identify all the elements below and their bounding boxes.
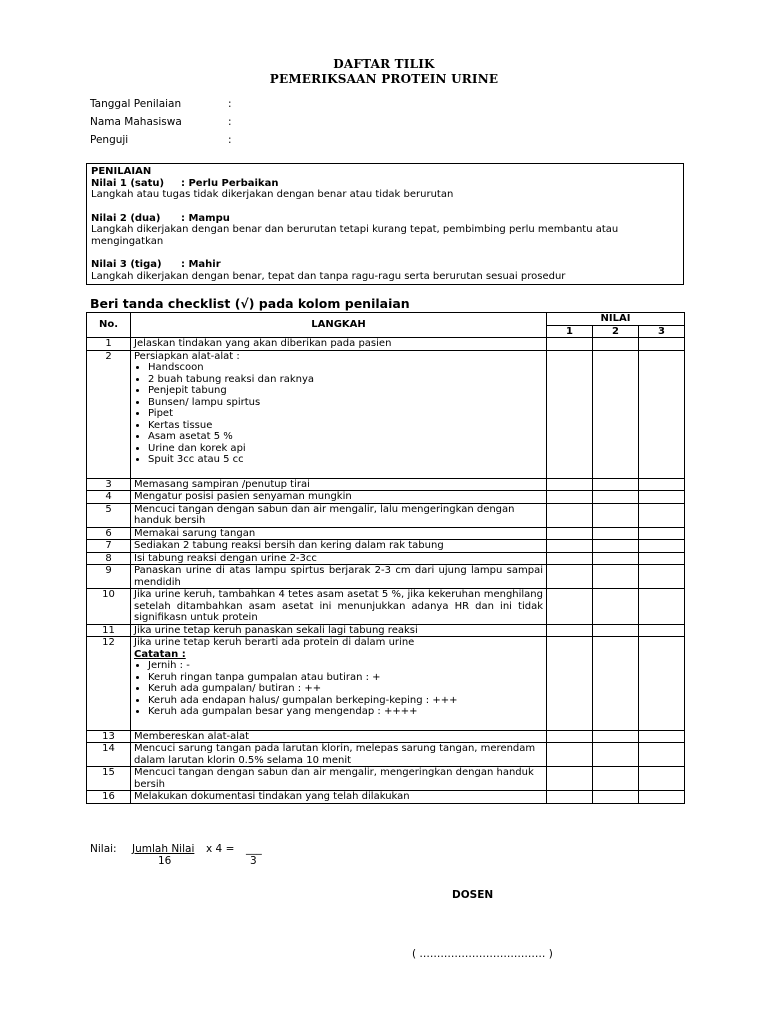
nilai-1-cell[interactable] (547, 730, 593, 743)
penilaian-box (86, 163, 684, 285)
nilai-3-cell[interactable] (639, 730, 685, 743)
nilai-2-cell[interactable] (593, 743, 639, 767)
row-step (131, 491, 547, 504)
level-1-desc: Langkah atau tugas tidak dikerjakan dengan benar atau tidak berurutan (91, 189, 454, 200)
row-number: 6 (87, 527, 131, 540)
step-item: • Asam asetat 5 % (148, 431, 543, 443)
step-text: Memasang sampiran /penutup tirai (134, 478, 310, 490)
step-text: Jika urine tetap keruh berarti ada protein di dalam urine (134, 637, 415, 648)
nilai-3-cell[interactable] (639, 743, 685, 767)
table-row (87, 503, 685, 527)
meta-separator: : (228, 116, 232, 128)
step-item: • Jernih : - (148, 660, 543, 672)
step-item: • Urine dan korek api (148, 443, 543, 455)
step-item: • Spuit 3cc atau 5 cc (148, 454, 543, 466)
nilai-3-cell[interactable] (639, 589, 685, 625)
header-nilai: NILAI (547, 313, 685, 326)
step-items (134, 660, 543, 718)
step-text: Mencuci tangan dengan sabun dan air mengalir, mengeringkan dengan handuk bersih (134, 767, 534, 790)
row-number: 1 (87, 338, 131, 351)
row-number: 9 (87, 565, 131, 589)
step-text: Mencuci sarung tangan pada larutan klorin, melepas sarung tangan, merendam dalam larutan klorin 0.5% selama 10 menit (134, 743, 536, 766)
nilai-1-cell[interactable] (547, 637, 593, 731)
level-name: Nilai 3 (tiga) (91, 259, 162, 270)
nilai-1-cell[interactable] (547, 350, 593, 478)
row-step (131, 624, 547, 637)
document-subtitle: PEMERIKSAAN PROTEIN URINE (269, 72, 499, 86)
table-row (87, 767, 685, 791)
table-row (87, 565, 685, 589)
row-number: 15 (87, 767, 131, 791)
nilai-2-cell[interactable] (593, 350, 639, 478)
row-step (131, 767, 547, 791)
nilai-1-cell[interactable] (547, 491, 593, 504)
row-step (131, 589, 547, 625)
step-text: Panaskan urine di atas lampu spirtus berjarak 2-3 cm dari ujung lampu sampai mendidih (134, 565, 543, 588)
nilai-3-cell[interactable] (639, 552, 685, 565)
row-step (131, 730, 547, 743)
nilai-1-cell[interactable] (547, 743, 593, 767)
row-number: 10 (87, 589, 131, 625)
row-step (131, 540, 547, 553)
row-number: 13 (87, 730, 131, 743)
row-number: 8 (87, 552, 131, 565)
step-item: • Handscoon (148, 362, 543, 374)
nilai-2-cell[interactable] (593, 589, 639, 625)
nilai-1-cell[interactable] (547, 503, 593, 527)
nilai-2-cell[interactable] (593, 527, 639, 540)
nilai-1-cell[interactable] (547, 589, 593, 625)
nilai-2-cell[interactable] (593, 791, 639, 804)
row-number: 5 (87, 503, 131, 527)
row-step (131, 503, 547, 527)
checklist-table (86, 312, 685, 804)
table-row (87, 791, 685, 804)
nilai-3-cell[interactable] (639, 527, 685, 540)
table-row (87, 478, 685, 491)
penilaian-heading: PENILAIAN (91, 166, 152, 177)
nilai-2-cell[interactable] (593, 565, 639, 589)
level-3-title (91, 259, 679, 271)
nilai-2-cell[interactable] (593, 540, 639, 553)
meta-separator: : (228, 134, 232, 146)
table-row (87, 338, 685, 351)
table-row (87, 637, 685, 731)
header-nilai-3: 3 (639, 325, 685, 338)
meta-row-nama (90, 116, 232, 128)
formula-times: x 4 = (206, 843, 235, 855)
row-number: 16 (87, 791, 131, 804)
step-text: Melakukan dokumentasi tindakan yang telah dilakukan (134, 791, 410, 802)
formula-numerator: Jumlah Nilai (132, 843, 195, 855)
nilai-2-cell[interactable] (593, 637, 639, 731)
row-step (131, 478, 547, 491)
step-item: • Keruh ada gumpalan besar yang mengendap : ++++ (148, 706, 543, 718)
table-row (87, 552, 685, 565)
meta-label: Tanggal Penilaian (90, 98, 182, 110)
table-row (87, 491, 685, 504)
step-item: • Keruh ringan tanpa gumpalan atau butiran : + (148, 672, 543, 684)
row-number: 14 (87, 743, 131, 767)
nilai-3-cell[interactable] (639, 540, 685, 553)
header-nilai-1: 1 (547, 325, 593, 338)
nilai-3-cell[interactable] (639, 637, 685, 731)
step-text: Isi tabung reaksi dengan urine 2-3cc (134, 552, 317, 564)
step-text: Mengatur posisi pasien senyaman mungkin (134, 491, 352, 502)
step-text: Persiapkan alat-alat : (134, 350, 240, 362)
step-item: • Keruh ada gumpalan/ butiran : ++ (148, 683, 543, 695)
step-text: Jika urine tetap keruh panaskan sekali lagi tabung reaksi (134, 624, 418, 636)
level-label: : Mahir (181, 259, 221, 270)
step-item: • Bunsen/ lampu spirtus (148, 397, 543, 409)
formula-denominator: 16 (158, 855, 172, 867)
signature-role: DOSEN (452, 889, 494, 901)
step-text: Jika urine keruh, tambahkan 4 tetes asam asetat 5 %, jika kekeruhan menghilang setelah ditambahkan asam asetat ini menunjukkan adanya HR dan ini tidak signifikasn untuk protein (134, 589, 543, 623)
row-step (131, 743, 547, 767)
step-item: • 2 buah tabung reaksi dan raknya (148, 374, 543, 386)
level-2-desc: Langkah dikerjakan dengan benar dan berurutan tetapi kurang tepat, pembimbing perlu membantu atau mengingatkan (91, 224, 619, 247)
meta-separator: : (228, 98, 232, 110)
nilai-2-cell[interactable] (593, 624, 639, 637)
nilai-2-cell[interactable] (593, 552, 639, 565)
nilai-2-cell[interactable] (593, 730, 639, 743)
meta-label: Nama Mahasiswa (90, 116, 182, 128)
nilai-2-cell[interactable] (593, 503, 639, 527)
step-item: • Penjepit tabung (148, 385, 543, 397)
level-3-desc: Langkah dikerjakan dengan benar, tepat dan tanpa ragu-ragu serta berurutan sesuai prosedur (91, 270, 566, 282)
level-name: Nilai 2 (dua) (91, 212, 161, 224)
nilai-1-cell[interactable] (547, 565, 593, 589)
step-text: Sediakan 2 tabung reaksi bersih dan kering dalam rak tabung (134, 540, 444, 551)
step-note: Catatan : (134, 648, 186, 660)
step-items (134, 362, 543, 466)
nilai-1-cell[interactable] (547, 540, 593, 553)
checklist-rows (87, 338, 685, 804)
table-row (87, 589, 685, 625)
row-number: 2 (87, 350, 131, 478)
checklist-instruction: Beri tanda checklist (√) pada kolom penilaian (90, 296, 410, 311)
nilai-3-cell[interactable] (639, 338, 685, 351)
row-number: 3 (87, 478, 131, 491)
level-2-title (91, 213, 679, 225)
nilai-3-cell[interactable] (639, 350, 685, 478)
nilai-1-cell[interactable] (547, 624, 593, 637)
signature-line: ( ……………………………… ) (412, 948, 553, 960)
nilai-3-cell[interactable] (639, 791, 685, 804)
nilai-1-cell[interactable] (547, 338, 593, 351)
row-step (131, 565, 547, 589)
nilai-2-cell[interactable] (593, 767, 639, 791)
header-nilai-2: 2 (593, 325, 639, 338)
step-text: Mencuci tangan dengan sabun dan air mengalir, lalu mengeringkan dengan handuk bersih (134, 503, 515, 526)
row-step (131, 552, 547, 565)
row-number: 7 (87, 540, 131, 553)
step-text: Jelaskan tindakan yang akan diberikan pada pasien (134, 338, 392, 349)
row-number: 12 (87, 637, 131, 731)
formula-result: ___ (246, 843, 262, 855)
nilai-1-cell[interactable] (547, 527, 593, 540)
meta-label: Penguji (90, 134, 129, 146)
nilai-2-cell[interactable] (593, 491, 639, 504)
nilai-3-cell[interactable] (639, 503, 685, 527)
meta-row-tanggal (90, 98, 232, 110)
table-row (87, 730, 685, 743)
row-step (131, 791, 547, 804)
formula-denominator-2: 3 (250, 855, 257, 867)
nilai-1-cell[interactable] (547, 791, 593, 804)
nilai-3-cell[interactable] (639, 478, 685, 491)
row-number: 11 (87, 624, 131, 637)
meta-row-penguji (90, 134, 232, 146)
nilai-1-cell[interactable] (547, 767, 593, 791)
nilai-3-cell[interactable] (639, 624, 685, 637)
step-item: • Pipet (148, 408, 543, 420)
nilai-1-cell[interactable] (547, 552, 593, 565)
step-item: • Keruh ada endapan halus/ gumpalan berkeping-keping : +++ (148, 695, 543, 707)
formula-label: Nilai: (90, 843, 117, 855)
table-row (87, 350, 685, 478)
step-text: Membereskan alat-alat (134, 730, 250, 742)
nilai-3-cell[interactable] (639, 767, 685, 791)
row-step (131, 338, 547, 351)
step-item: • Kertas tissue (148, 420, 543, 432)
level-label: : Perlu Perbaikan (181, 177, 279, 189)
table-row (87, 624, 685, 637)
level-name: Nilai 1 (satu) (91, 177, 165, 189)
table-row (87, 527, 685, 540)
table-row (87, 540, 685, 553)
nilai-1-cell[interactable] (547, 478, 593, 491)
table-row (87, 743, 685, 767)
row-number: 4 (87, 491, 131, 504)
row-step (131, 637, 547, 731)
nilai-3-cell[interactable] (639, 491, 685, 504)
nilai-2-cell[interactable] (593, 478, 639, 491)
nilai-2-cell[interactable] (593, 338, 639, 351)
header-no: No. (87, 313, 131, 338)
row-step (131, 527, 547, 540)
header-langkah: LANGKAH (131, 313, 547, 338)
document-title: DAFTAR TILIK (333, 57, 435, 71)
nilai-3-cell[interactable] (639, 565, 685, 589)
step-text: Memakai sarung tangan (134, 527, 256, 539)
level-1-title (91, 178, 679, 190)
row-step (131, 350, 547, 478)
level-label: : Mampu (181, 212, 230, 224)
